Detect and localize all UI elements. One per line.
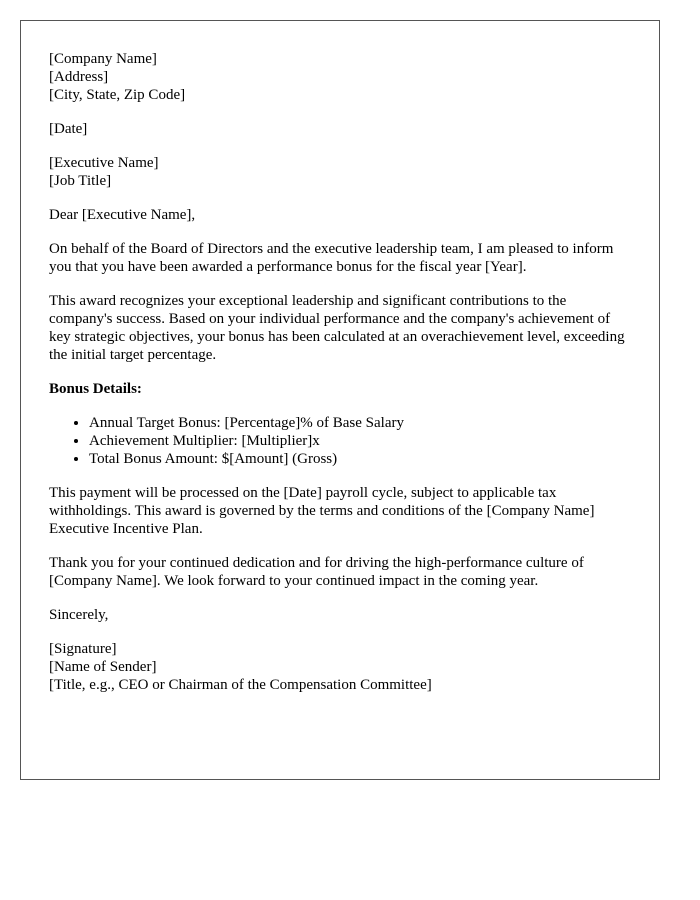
recognition-paragraph: This award recognizes your exceptional leadership and significant contributions to the company's success. Based on your individual performance and the company's achievement of key strategic objectives, your bonus has been calculated at an overachievement level, exceeding the initial target percentage. <box>49 293 625 363</box>
bonus-detail-item-target: • Annual Target Bonus: [Percentage]% of Base Salary <box>89 414 631 432</box>
bonus-details-list <box>49 414 631 468</box>
signature: [Signature] <box>49 641 117 657</box>
sender-name: [Name of Sender] <box>49 659 157 675</box>
thanks-paragraph: Thank you for your continued dedication and for driving the high-performance culture of [Company Name]. We look forward to your continued impact in the coming year. <box>49 555 584 589</box>
sender-company-name: [Company Name] <box>49 51 157 67</box>
sender-address: [Address] <box>49 69 109 85</box>
bonus-detail-item-total: • Total Bonus Amount: $[Amount] (Gross) <box>89 450 631 468</box>
signature-block <box>49 640 631 694</box>
sender-city-state-zip: [City, State, Zip Code] <box>49 87 186 103</box>
payment-paragraph: This payment will be processed on the [Date] payroll cycle, subject to applicable tax withholdings. This award is governed by the terms and conditions of the [Company Name] Executive Incentive Plan. <box>49 485 595 537</box>
salutation: Dear [Executive Name], <box>49 207 196 223</box>
sign-off: Sincerely, <box>49 607 109 623</box>
letter-page <box>20 20 660 780</box>
recipient-block <box>49 154 631 190</box>
recipient-name: [Executive Name] <box>49 155 159 171</box>
bonus-detail-item-multiplier: • Achievement Multiplier: [Multiplier]x <box>89 432 631 450</box>
date-text: [Date] <box>49 121 88 137</box>
bonus-details-heading: Bonus Details: <box>49 381 142 397</box>
intro-paragraph: On behalf of the Board of Directors and the executive leadership team, I am pleased to inform you that you have been awarded a performance bonus for the fiscal year [Year]. <box>49 241 614 275</box>
recipient-title: [Job Title] <box>49 173 112 189</box>
sender-title: [Title, e.g., CEO or Chairman of the Compensation Committee] <box>49 677 432 693</box>
sender-address-block <box>49 50 631 104</box>
letter-date <box>49 120 631 138</box>
